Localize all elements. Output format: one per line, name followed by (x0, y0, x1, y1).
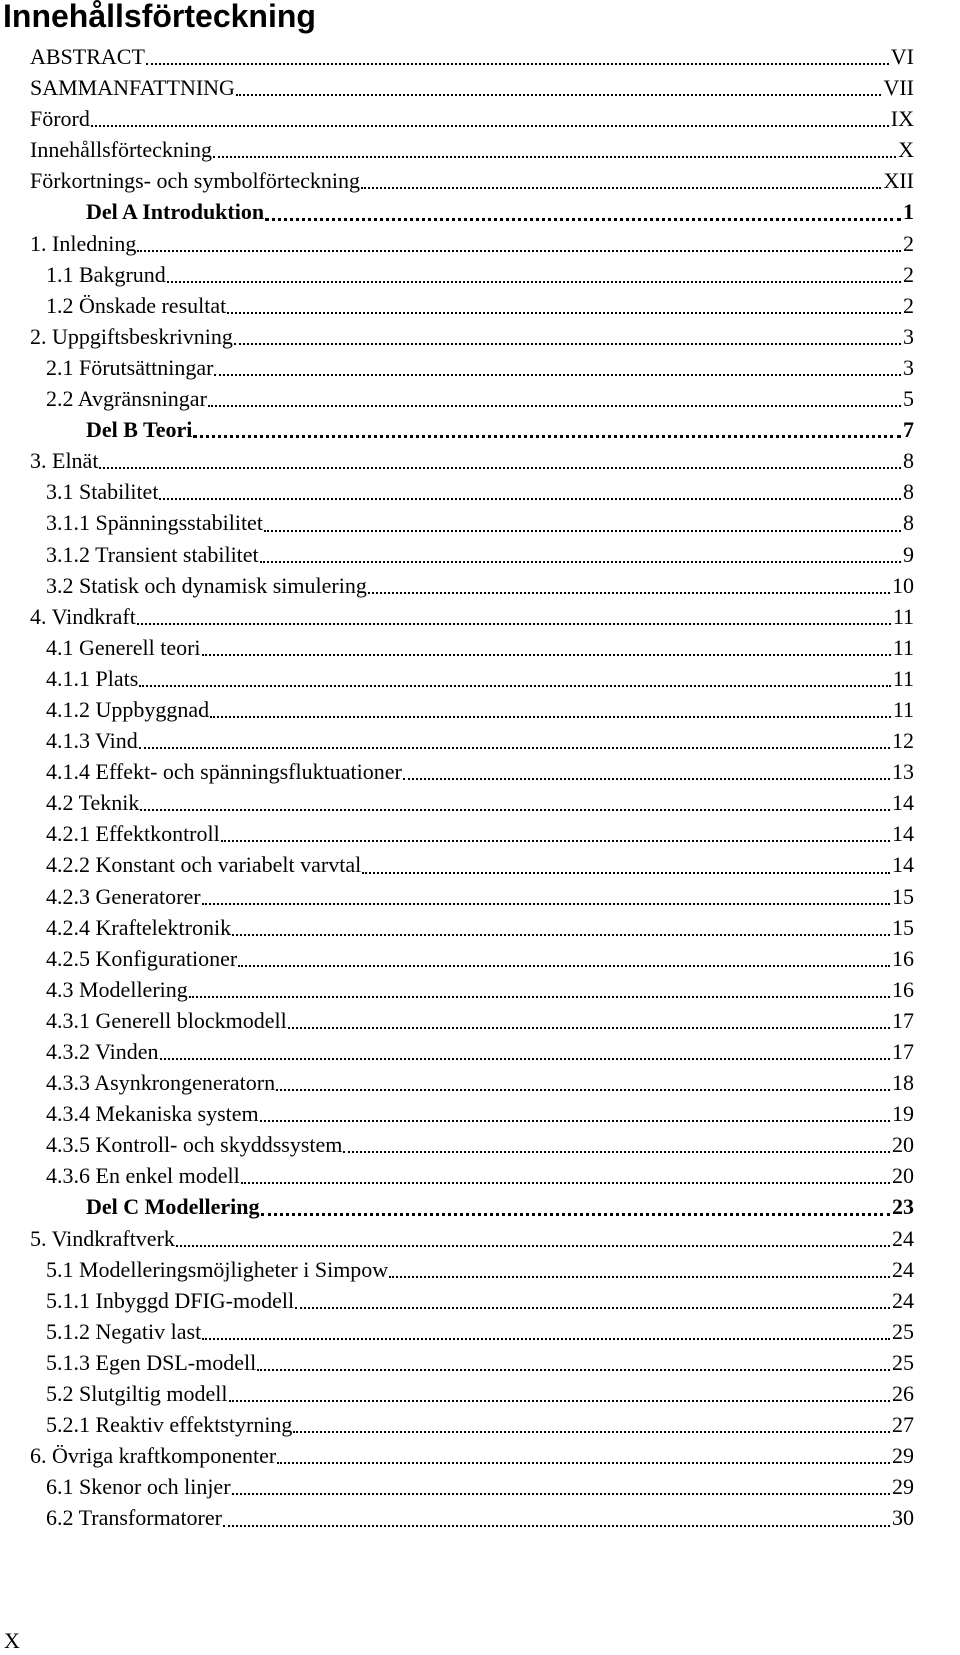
toc-entry-title: 4.2.5 Konfigurationer (46, 945, 238, 971)
toc-entry-page-number: 2 (903, 292, 914, 318)
toc-entry[interactable] (30, 259, 914, 290)
toc-entry-title: 4.3.3 Asynkrongeneratorn (46, 1070, 276, 1096)
toc-entry[interactable] (30, 1129, 914, 1160)
toc-entry-page-number: 16 (892, 976, 914, 1002)
toc-entry-page-number: 8 (903, 479, 914, 505)
toc-dot-leader (229, 1378, 890, 1409)
toc-dot-leader (159, 476, 901, 507)
toc-entry-title: 5.2.1 Reaktiv effektstyrning (46, 1412, 293, 1438)
toc-entry-page-number: 11 (892, 696, 914, 722)
toc-entry[interactable] (30, 383, 914, 414)
toc-entry-page-number: 25 (892, 1318, 914, 1344)
table-of-contents (30, 41, 914, 1534)
toc-entry-title: 4.2.4 Kraftelektronik (46, 914, 232, 940)
toc-entry-page-number: 11 (892, 603, 914, 629)
toc-entry-title: 4.2.3 Generatorer (46, 883, 201, 909)
toc-entry-page-number: 17 (892, 1007, 914, 1033)
toc-entry-title: Del A Introduktion (86, 199, 265, 225)
toc-entry-title: 4.1 Generell teori (46, 634, 201, 660)
toc-dot-leader (208, 383, 901, 414)
toc-entry-page-number: 14 (892, 852, 914, 878)
toc-entry-title: 2.1 Förutsättningar (46, 354, 214, 380)
toc-dot-leader (99, 445, 901, 476)
toc-entry-title: 6. Övriga kraftkomponenter (30, 1443, 277, 1469)
toc-entry-title: 6.2 Transformatorer (46, 1505, 222, 1531)
toc-entry-title: 5. Vindkraftverk (30, 1225, 175, 1251)
toc-entry-title: 4.1.1 Plats (46, 665, 139, 691)
toc-entry-title: 3.2 Statisk och dynamisk simulering (46, 572, 367, 598)
toc-entry[interactable] (30, 912, 914, 943)
toc-entry[interactable] (30, 1005, 914, 1036)
toc-dot-leader (361, 165, 881, 196)
toc-entry-page-number: 27 (892, 1412, 914, 1438)
toc-entry[interactable] (30, 1254, 914, 1285)
toc-entry-page-number: 24 (892, 1256, 914, 1282)
toc-entry-page-number: 13 (892, 759, 914, 785)
toc-entry-title: Innehållsförteckning (30, 137, 213, 163)
toc-entry-page-number: 8 (903, 448, 914, 474)
toc-entry-page-number: 29 (892, 1474, 914, 1500)
toc-entry-title: 5.1.3 Egen DSL-modell (46, 1349, 257, 1375)
toc-dot-leader (389, 1254, 890, 1285)
toc-entry-title: 5.1.2 Negativ last (46, 1318, 202, 1344)
toc-entry[interactable] (30, 974, 914, 1005)
toc-dot-leader (202, 1316, 890, 1347)
toc-dot-leader (232, 1471, 890, 1502)
toc-entry-page-number: 25 (892, 1349, 914, 1375)
toc-entry[interactable] (30, 1440, 914, 1471)
toc-entry[interactable] (30, 1285, 914, 1316)
page-number-footer: X (4, 1628, 20, 1653)
toc-dot-leader (257, 1347, 890, 1378)
toc-entry-page-number: 19 (892, 1101, 914, 1127)
toc-dot-leader (139, 725, 890, 756)
toc-entry[interactable] (30, 165, 914, 196)
toc-dot-leader (202, 881, 890, 912)
toc-entry[interactable] (30, 1378, 914, 1409)
toc-entry-title: 5.2 Slutgiltig modell (46, 1381, 228, 1407)
toc-entry-page-number: 15 (892, 914, 914, 940)
toc-dot-leader (227, 290, 901, 321)
toc-entry-title: 4.3.2 Vinden (46, 1039, 159, 1064)
toc-dot-leader (137, 601, 891, 632)
toc-part-heading[interactable] (30, 414, 914, 445)
toc-dot-leader (276, 1067, 890, 1098)
toc-entry-page-number: 14 (892, 790, 914, 816)
toc-entry[interactable] (30, 507, 914, 538)
toc-entry-page-number: 24 (892, 1225, 914, 1251)
toc-entry-title: 4.3.4 Mekaniska system (46, 1101, 259, 1127)
toc-entry-page-number: 29 (892, 1443, 914, 1469)
toc-dot-leader (210, 694, 891, 725)
toc-entry-page-number: 3 (903, 323, 914, 349)
toc-entry-title: Förord (30, 106, 90, 132)
toc-entry-page-number: 2 (903, 261, 914, 287)
toc-entry-title: 3.1.2 Transient stabilitet (46, 541, 259, 567)
toc-dot-leader (146, 41, 889, 72)
toc-dot-leader (232, 912, 890, 943)
toc-entry-title: 1. Inledning (30, 230, 137, 256)
toc-entry-page-number: 8 (903, 510, 914, 536)
toc-entry-title: 4.3.6 En enkel modell (46, 1163, 240, 1189)
toc-entry[interactable] (30, 445, 914, 476)
toc-dot-leader (214, 352, 901, 383)
toc-dot-leader (343, 1129, 890, 1160)
toc-entry[interactable] (30, 352, 914, 383)
toc-dot-leader (238, 943, 890, 974)
toc-dot-leader (264, 507, 901, 538)
toc-entry-page-number: 17 (892, 1039, 914, 1064)
toc-entry[interactable] (30, 1098, 914, 1129)
toc-entry[interactable] (30, 694, 914, 725)
toc-entry-title: 4.3 Modellering (46, 976, 188, 1002)
toc-dot-leader (403, 756, 890, 787)
toc-dot-leader (295, 1285, 890, 1316)
toc-dot-leader (139, 663, 891, 694)
toc-dot-leader (234, 321, 901, 352)
toc-entry-title: 2.2 Avgränsningar (46, 386, 207, 412)
toc-dot-leader (193, 414, 901, 445)
toc-entry-page-number: X (898, 137, 914, 163)
toc-entry-page-number: 2 (903, 230, 914, 256)
toc-entry-title: 3. Elnät (30, 448, 99, 474)
toc-entry-page-number: IX (890, 106, 914, 132)
toc-entry-title: SAMMANFATTNING (30, 75, 235, 101)
toc-entry-title: 4.1.4 Effekt- och spänningsfluktuationer (46, 759, 402, 785)
toc-entry-page-number: 9 (903, 541, 914, 567)
toc-entry[interactable] (30, 1067, 914, 1098)
page-title: Innehållsförteckning (3, 0, 316, 34)
toc-entry[interactable] (30, 134, 914, 165)
toc-entry-title: 1.2 Önskade resultat (46, 292, 227, 318)
toc-entry[interactable] (30, 72, 914, 103)
toc-dot-leader (167, 259, 901, 290)
toc-dot-leader (261, 1191, 890, 1222)
toc-entry[interactable] (30, 756, 914, 787)
toc-entry-title: 4.2.1 Effektkontroll (46, 821, 220, 847)
toc-entry-page-number: 11 (892, 665, 914, 691)
toc-entry[interactable] (30, 1223, 914, 1254)
toc-entry-title: 4.3.1 Generell blockmodell (46, 1007, 287, 1033)
toc-entry-page-number: 24 (892, 1287, 914, 1313)
toc-dot-leader (260, 539, 901, 570)
toc-entry[interactable] (30, 1160, 914, 1191)
toc-entry[interactable] (30, 1347, 914, 1378)
toc-entry-title: 4.3.5 Kontroll- och skyddssystem (46, 1132, 343, 1158)
toc-part-heading[interactable] (30, 196, 914, 227)
toc-entry-page-number: 12 (892, 728, 914, 754)
toc-entry-title: 4.2.2 Konstant och variabelt varvtal (46, 852, 362, 878)
toc-entry-page-number: 14 (892, 821, 914, 847)
toc-dot-leader (137, 228, 901, 259)
toc-entry-page-number: 26 (892, 1381, 914, 1407)
toc-dot-leader (368, 570, 890, 601)
toc-entry[interactable] (30, 1471, 914, 1502)
toc-entry[interactable] (30, 228, 914, 259)
toc-dot-leader (160, 1036, 890, 1067)
toc-entry-title: Del B Teori (86, 417, 193, 443)
toc-dot-leader (213, 134, 896, 165)
toc-entry[interactable] (30, 818, 914, 849)
toc-dot-leader (176, 1223, 890, 1254)
toc-dot-leader (241, 1160, 890, 1191)
toc-dot-leader (260, 1098, 890, 1129)
toc-dot-leader (140, 787, 890, 818)
toc-entry[interactable] (30, 570, 914, 601)
toc-part-heading[interactable] (30, 1191, 914, 1222)
toc-dot-leader (293, 1409, 890, 1440)
toc-entry[interactable] (30, 632, 914, 663)
toc-dot-leader (189, 974, 890, 1005)
toc-entry[interactable] (30, 41, 914, 72)
toc-entry[interactable] (30, 321, 914, 352)
toc-entry[interactable] (30, 539, 914, 570)
toc-entry-title: 4.1.3 Vind (46, 728, 138, 754)
toc-dot-leader (223, 1502, 890, 1533)
toc-entry-title: 2. Uppgiftsbeskrivning (30, 323, 233, 349)
toc-entry[interactable] (30, 1409, 914, 1440)
toc-dot-leader (288, 1005, 890, 1036)
toc-entry-title: 1.1 Bakgrund (46, 261, 166, 287)
toc-entry-title: 3.1.1 Spänningsstabilitet (46, 510, 263, 536)
toc-entry-title: Del C Modellering (86, 1194, 260, 1220)
toc-entry-page-number: XII (883, 168, 914, 194)
toc-entry-page-number: 16 (892, 945, 914, 971)
toc-dot-leader (91, 103, 889, 134)
toc-entry-title: 6.1 Skenor och linjer (46, 1474, 231, 1500)
toc-entry[interactable] (30, 103, 914, 134)
toc-entry-page-number: 10 (892, 572, 914, 598)
toc-entry[interactable] (30, 881, 914, 912)
toc-dot-leader (265, 196, 901, 227)
toc-dot-leader (202, 632, 891, 663)
toc-entry-page-number: 18 (892, 1070, 914, 1096)
toc-entry[interactable] (30, 1036, 914, 1067)
toc-entry-page-number: 7 (903, 417, 914, 443)
toc-entry-page-number: 30 (892, 1505, 914, 1531)
toc-entry[interactable] (30, 725, 914, 756)
toc-entry-title: 4.2 Teknik (46, 790, 140, 816)
toc-entry-page-number: 3 (903, 354, 914, 380)
toc-entry-page-number: 20 (892, 1132, 914, 1158)
toc-entry-page-number: 5 (903, 386, 914, 412)
toc-entry[interactable] (30, 476, 914, 507)
toc-entry-title: Förkortnings- och symbolförteckning (30, 168, 360, 194)
toc-entry-page-number: 1 (903, 199, 914, 225)
toc-entry-page-number: 15 (892, 883, 914, 909)
toc-entry[interactable] (30, 943, 914, 974)
toc-entry[interactable] (30, 849, 914, 880)
toc-entry-title: 5.1.1 Inbyggd DFIG-modell (46, 1287, 295, 1313)
toc-entry[interactable] (30, 1316, 914, 1347)
toc-entry-title: 3.1 Stabilitet (46, 479, 159, 505)
toc-dot-leader (221, 818, 890, 849)
toc-entry-page-number: 11 (892, 634, 914, 660)
toc-entry[interactable] (30, 787, 914, 818)
toc-entry-page-number: 20 (892, 1163, 914, 1189)
toc-entry[interactable] (30, 601, 914, 632)
toc-dot-leader (362, 849, 890, 880)
toc-entry-page-number: 23 (892, 1194, 914, 1220)
toc-entry-page-number: VI (890, 44, 914, 69)
toc-entry[interactable] (30, 663, 914, 694)
toc-entry-title: 5.1 Modelleringsmöjligheter i Simpow (46, 1256, 389, 1282)
toc-entry-title: 4.1.2 Uppbyggnad (46, 696, 210, 722)
toc-entry-title: 4. Vindkraft (30, 603, 136, 629)
toc-entry-title: ABSTRACT (30, 44, 145, 69)
toc-dot-leader (277, 1440, 890, 1471)
toc-entry-page-number: VII (883, 75, 914, 101)
toc-entry[interactable] (30, 290, 914, 321)
toc-dot-leader (236, 72, 882, 103)
toc-entry[interactable] (30, 1502, 914, 1533)
